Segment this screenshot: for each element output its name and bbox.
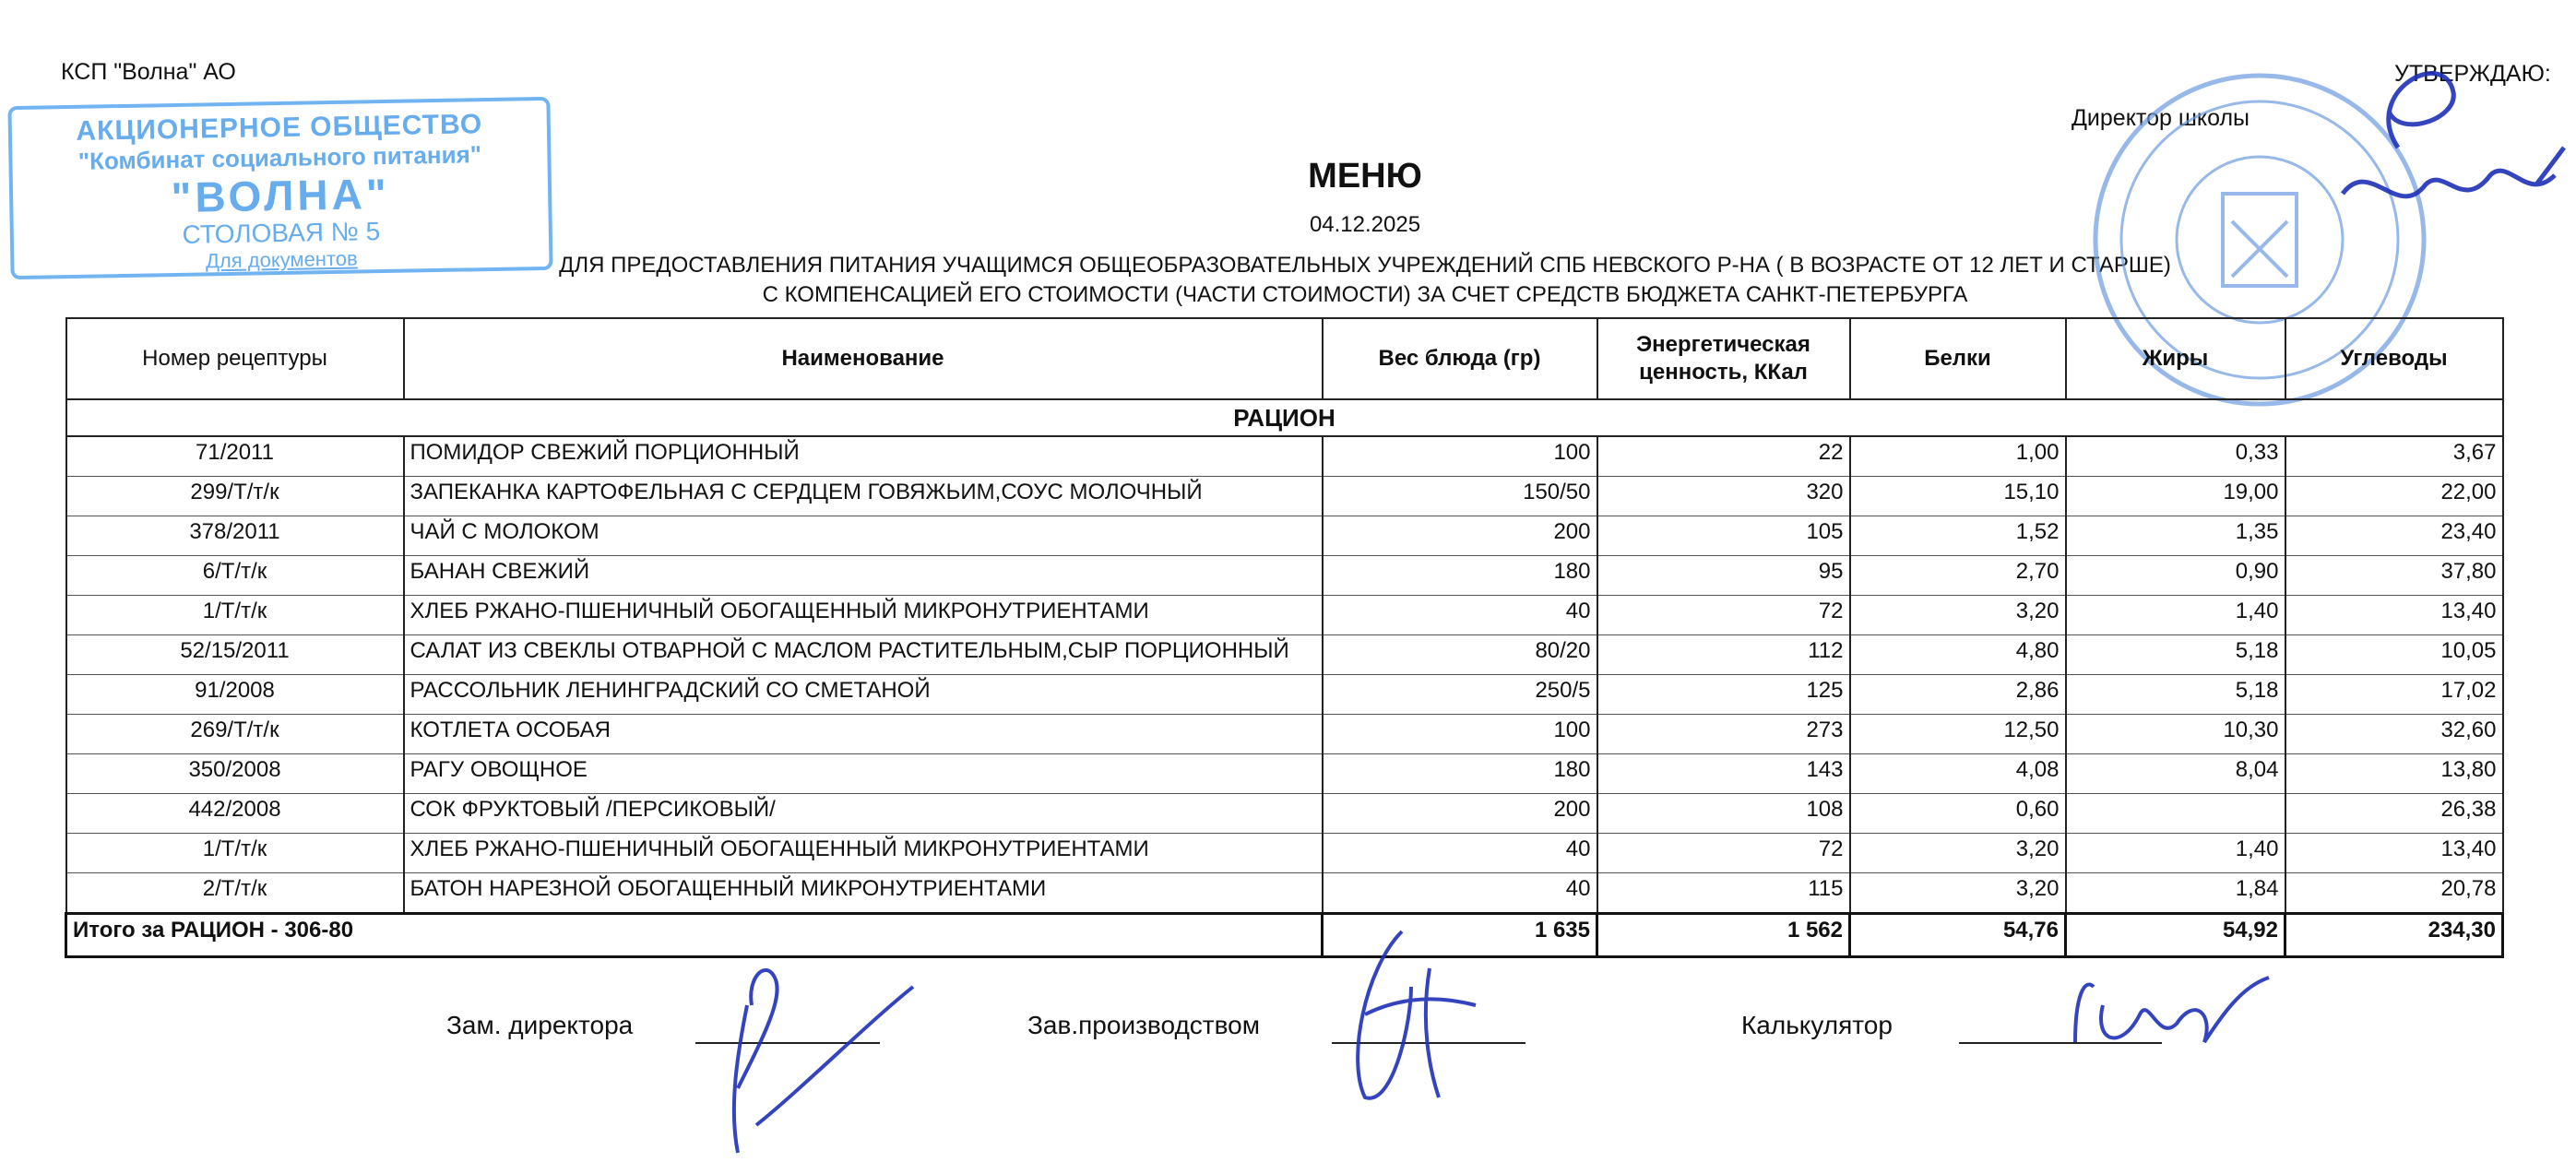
dish-protein: 2,86 bbox=[1850, 675, 2066, 715]
dish-protein: 3,20 bbox=[1850, 834, 2066, 873]
dish-carbs: 26,38 bbox=[2285, 794, 2503, 834]
dish-weight: 150/50 bbox=[1323, 477, 1597, 516]
col-carbs: Углеводы bbox=[2285, 318, 2503, 399]
dish-protein: 1,52 bbox=[1850, 516, 2066, 556]
total-weight: 1 635 bbox=[1323, 914, 1597, 957]
section-title: РАЦИОН bbox=[66, 399, 2503, 436]
dish-protein: 3,20 bbox=[1850, 873, 2066, 914]
dish-energy: 320 bbox=[1597, 477, 1850, 516]
dish-weight: 40 bbox=[1323, 596, 1597, 635]
dish-carbs: 13,40 bbox=[2285, 834, 2503, 873]
dish-carbs: 3,67 bbox=[2285, 436, 2503, 477]
dish-carbs: 13,40 bbox=[2285, 596, 2503, 635]
deputy-signature-icon bbox=[683, 922, 922, 1162]
dish-fat: 5,18 bbox=[2066, 635, 2285, 675]
description-line-1: ДЛЯ ПРЕДОСТАВЛЕНИЯ ПИТАНИЯ УЧАЩИМСЯ ОБЩЕОБРАЗОВАТЕЛЬНЫХ УЧРЕЖДЕНИЙ СПБ НЕВСКОГО Р-НА ( В ВОЗРАСТЕ ОТ 12 ЛЕТ И СТАРШЕ) bbox=[559, 253, 2171, 278]
table-header-row bbox=[66, 318, 2503, 399]
recipe-code: 350/2008 bbox=[66, 754, 404, 794]
table-row bbox=[66, 556, 2503, 596]
dish-weight: 180 bbox=[1323, 556, 1597, 596]
dish-energy: 22 bbox=[1597, 436, 1850, 477]
dish-energy: 72 bbox=[1597, 596, 1850, 635]
recipe-code: 378/2011 bbox=[66, 516, 404, 556]
company-stamp bbox=[7, 97, 552, 279]
dish-carbs: 10,05 bbox=[2285, 635, 2503, 675]
dish-name: БАТОН НАРЕЗНОЙ ОБОГАЩЕННЫЙ МИКРОНУТРИЕНТАМИ bbox=[404, 873, 1323, 914]
dish-fat: 1,84 bbox=[2066, 873, 2285, 914]
col-protein: Белки bbox=[1850, 318, 2066, 399]
dish-carbs: 23,40 bbox=[2285, 516, 2503, 556]
recipe-code: 442/2008 bbox=[66, 794, 404, 834]
approve-label: УТВЕРЖДАЮ: bbox=[2394, 61, 2551, 87]
table-row bbox=[66, 596, 2503, 635]
dish-weight: 250/5 bbox=[1323, 675, 1597, 715]
stamp-line-1: АКЦИОНЕРНОЕ ОБЩЕСТВО bbox=[76, 109, 483, 147]
total-carbs: 234,30 bbox=[2285, 914, 2503, 957]
director-label: Директор школы bbox=[2071, 105, 2250, 131]
production-signature-icon bbox=[1328, 913, 1513, 1116]
dish-energy: 125 bbox=[1597, 675, 1850, 715]
menu-date: 04.12.2025 bbox=[1309, 212, 1421, 237]
dish-protein: 12,50 bbox=[1850, 715, 2066, 754]
menu-table bbox=[65, 317, 2504, 958]
table-row bbox=[66, 477, 2503, 516]
dish-name: ПОМИДОР СВЕЖИЙ ПОРЦИОННЫЙ bbox=[404, 436, 1323, 477]
table-row bbox=[66, 834, 2503, 873]
total-fat: 54,92 bbox=[2066, 914, 2285, 957]
stamp-line-4: СТОЛОВАЯ № 5 bbox=[182, 217, 381, 249]
dish-energy: 95 bbox=[1597, 556, 1850, 596]
total-protein: 54,76 bbox=[1850, 914, 2066, 957]
dish-name: БАНАН СВЕЖИЙ bbox=[404, 556, 1323, 596]
page-title: МЕНЮ bbox=[1308, 157, 1422, 196]
table-row bbox=[66, 436, 2503, 477]
calculator-label: Калькулятор bbox=[1741, 1011, 1893, 1039]
dish-fat: 10,30 bbox=[2066, 715, 2285, 754]
dish-protein: 15,10 bbox=[1850, 477, 2066, 516]
dish-name: ХЛЕБ РЖАНО-ПШЕНИЧНЫЙ ОБОГАЩЕННЫЙ МИКРОНУТРИЕНТАМИ bbox=[404, 596, 1323, 635]
dish-protein: 1,00 bbox=[1850, 436, 2066, 477]
table-row bbox=[66, 715, 2503, 754]
dish-protein: 3,20 bbox=[1850, 596, 2066, 635]
dish-protein: 2,70 bbox=[1850, 556, 2066, 596]
dish-fat: 8,04 bbox=[2066, 754, 2285, 794]
dish-name: РАССОЛЬНИК ЛЕНИНГРАДСКИЙ СО СМЕТАНОЙ bbox=[404, 675, 1323, 715]
stamp-line-5: Для документов bbox=[205, 246, 358, 273]
dish-carbs: 20,78 bbox=[2285, 873, 2503, 914]
col-name: Наименование bbox=[404, 318, 1323, 399]
table-row bbox=[66, 754, 2503, 794]
total-energy: 1 562 bbox=[1597, 914, 1850, 957]
dish-weight: 80/20 bbox=[1323, 635, 1597, 675]
dish-fat: 19,00 bbox=[2066, 477, 2285, 516]
recipe-code: 1/Т/т/к bbox=[66, 834, 404, 873]
dish-fat: 1,35 bbox=[2066, 516, 2285, 556]
dish-fat: 1,40 bbox=[2066, 596, 2285, 635]
stamp-line-3: "ВОЛНА" bbox=[171, 169, 391, 222]
dish-energy: 273 bbox=[1597, 715, 1850, 754]
dish-name: САЛАТ ИЗ СВЕКЛЫ ОТВАРНОЙ С МАСЛОМ РАСТИТЕЛЬНЫМ,СЫР ПОРЦИОННЫЙ bbox=[404, 635, 1323, 675]
table-row bbox=[66, 794, 2503, 834]
col-weight: Вес блюда (гр) bbox=[1323, 318, 1597, 399]
total-label: Итого за РАЦИОН - 306-80 bbox=[66, 914, 1323, 957]
recipe-code: 269/Т/т/к bbox=[66, 715, 404, 754]
dish-weight: 40 bbox=[1323, 834, 1597, 873]
recipe-code: 52/15/2011 bbox=[66, 635, 404, 675]
table-row bbox=[66, 873, 2503, 914]
dish-name: ЧАЙ С МОЛОКОМ bbox=[404, 516, 1323, 556]
dish-energy: 112 bbox=[1597, 635, 1850, 675]
section-row bbox=[66, 399, 2503, 436]
col-fat: Жиры bbox=[2066, 318, 2285, 399]
dish-weight: 200 bbox=[1323, 516, 1597, 556]
dish-fat: 0,33 bbox=[2066, 436, 2285, 477]
dish-carbs: 17,02 bbox=[2285, 675, 2503, 715]
dish-weight: 40 bbox=[1323, 873, 1597, 914]
col-energy: Энергетическая ценность, ККал bbox=[1597, 318, 1850, 399]
dish-weight: 100 bbox=[1323, 436, 1597, 477]
col-code: Номер рецептуры bbox=[66, 318, 404, 399]
dish-name: КОТЛЕТА ОСОБАЯ bbox=[404, 715, 1323, 754]
director-signature-icon bbox=[2287, 37, 2576, 221]
recipe-code: 1/Т/т/к bbox=[66, 596, 404, 635]
dish-name: ЗАПЕКАНКА КАРТОФЕЛЬНАЯ С СЕРДЦЕМ ГОВЯЖЬИМ,СОУС МОЛОЧНЫЙ bbox=[404, 477, 1323, 516]
dish-carbs: 37,80 bbox=[2285, 556, 2503, 596]
dish-weight: 100 bbox=[1323, 715, 1597, 754]
dish-fat: 5,18 bbox=[2066, 675, 2285, 715]
deputy-label: Зам. директора bbox=[446, 1011, 634, 1039]
dish-fat: 0,90 bbox=[2066, 556, 2285, 596]
dish-name: ХЛЕБ РЖАНО-ПШЕНИЧНЫЙ ОБОГАЩЕННЫЙ МИКРОНУТРИЕНТАМИ bbox=[404, 834, 1323, 873]
recipe-code: 71/2011 bbox=[66, 436, 404, 477]
table-row bbox=[66, 675, 2503, 715]
calculator-signature-icon bbox=[2048, 959, 2287, 1088]
table-row bbox=[66, 516, 2503, 556]
dish-fat bbox=[2066, 794, 2285, 834]
total-row bbox=[66, 914, 2503, 957]
dish-energy: 72 bbox=[1597, 834, 1850, 873]
dish-carbs: 13,80 bbox=[2285, 754, 2503, 794]
recipe-code: 299/Т/т/к bbox=[66, 477, 404, 516]
dish-protein: 0,60 bbox=[1850, 794, 2066, 834]
dish-protein: 4,08 bbox=[1850, 754, 2066, 794]
production-label: Зав.производством bbox=[1027, 1011, 1260, 1039]
dish-name: СОК ФРУКТОВЫЙ /ПЕРСИКОВЫЙ/ bbox=[404, 794, 1323, 834]
dish-fat: 1,40 bbox=[2066, 834, 2285, 873]
organization-name: КСП "Волна" АО bbox=[61, 59, 236, 85]
dish-name: РАГУ ОВОЩНОЕ bbox=[404, 754, 1323, 794]
dish-weight: 180 bbox=[1323, 754, 1597, 794]
dish-energy: 105 bbox=[1597, 516, 1850, 556]
dish-carbs: 32,60 bbox=[2285, 715, 2503, 754]
dish-carbs: 22,00 bbox=[2285, 477, 2503, 516]
dish-energy: 108 bbox=[1597, 794, 1850, 834]
dish-protein: 4,80 bbox=[1850, 635, 2066, 675]
recipe-code: 91/2008 bbox=[66, 675, 404, 715]
stamp-line-2: "Комбинат социального питания" bbox=[77, 140, 482, 175]
dish-weight: 200 bbox=[1323, 794, 1597, 834]
description-line-2: С КОМПЕНСАЦИЕЙ ЕГО СТОИМОСТИ (ЧАСТИ СТОИМОСТИ) ЗА СЧЕТ СРЕДСТВ БЮДЖЕТА САНКТ-ПЕТЕРБУРГА bbox=[762, 282, 1968, 307]
table-row bbox=[66, 635, 2503, 675]
dish-energy: 143 bbox=[1597, 754, 1850, 794]
dish-energy: 115 bbox=[1597, 873, 1850, 914]
recipe-code: 6/Т/т/к bbox=[66, 556, 404, 596]
recipe-code: 2/Т/т/к bbox=[66, 873, 404, 914]
